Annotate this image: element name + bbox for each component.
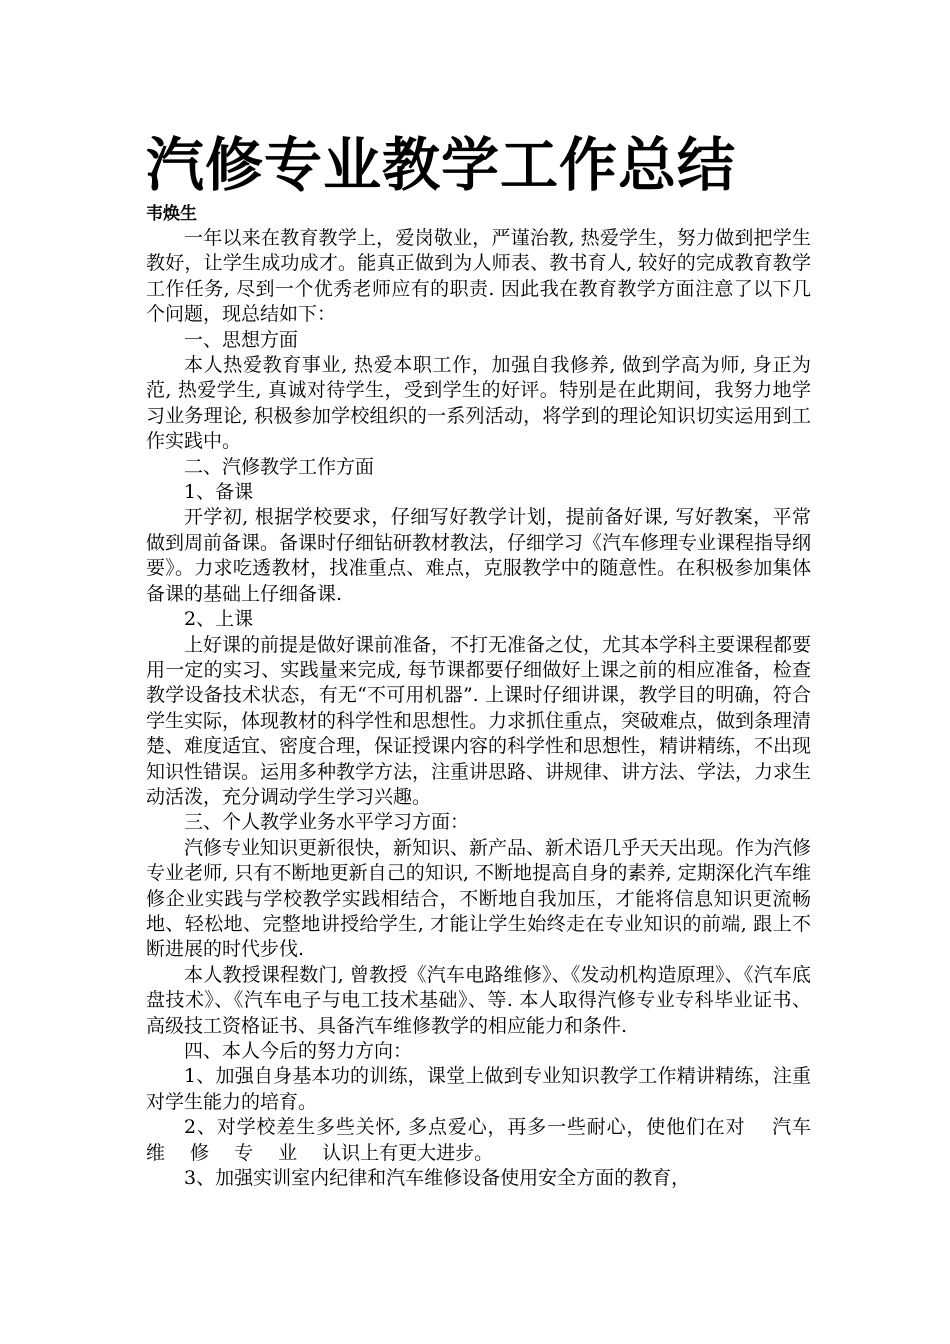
body-paragraph: 本人热爱教育事业, 热爱本职工作，加强自我修养, 做到学高为师, 身正为范, 热爱学生, 真诚对待学生，受到学生的好评。特别是在此期间，我努力地学习业务理论, 积极参加学校组织的一系列活动，将学到的理论知识切实运用到工作实践中。 — [146, 354, 811, 453]
section-heading: 四、本人今后的努力方向： — [184, 1040, 413, 1062]
document-body — [146, 128, 831, 1191]
section-heading: 一、思想方面 — [184, 328, 299, 351]
body-paragraph: 3、加强实训室内纪律和汽车维修设备使用安全方面的教育， — [184, 1167, 691, 1190]
body-paragraph: 本人教授课程数门, 曾教授《汽车电路维修》、《发动机构造原理》、《汽车底盘技术》、《汽车电子与电工技术基础》、等. 本人取得汽修专业专科毕业证书、高级技工资格证书、具备汽车维修教学的相应能力和条件. — [146, 963, 811, 1037]
author-name: 韦焕生 — [146, 204, 197, 224]
document-text — [146, 226, 831, 1191]
body-paragraph: 2、对学校差生多些关怀, 多点爱心，再多一些耐心，使他们在对 汽车 维 修 专 业 认识上有更大进步。 — [146, 1116, 831, 1164]
body-paragraph: 开学初, 根据学校要求，仔细写好教学计划，提前备好课, 写好教案，平常做到周前备课。备课时仔细钻研教材教法，仔细学习《汽车修理专业课程指导纲要》。力求吃透教材，找准重点、难点，克服教学中的随意性。在积极参加集体备课的基础上仔细备课. — [146, 506, 812, 605]
section-heading: 1、备课 — [184, 481, 254, 504]
section-heading: 三、个人教学业务水平学习方面： — [184, 811, 470, 834]
body-paragraph: 一年以来在教育教学上，爱岗敬业，严谨治教, 热爱学生，努力做到把学生教好，让学生成功成才。能真正做到为人师表、教书育人, 较好的完成教育教学工作任务, 尽到一个优秀老师应有的职责. 因此我在教育教学方面注意了以下几个问题，现总结如下： — [146, 227, 811, 326]
body-paragraph: 上好课的前提是做好课前准备，不打无准备之仗，尤其本学科主要课程都要用一定的实习、实践量来完成, 每节课都要仔细做好上课之前的相应准备，检查教学设备技术状态，有无“不可用机器”. 上课时仔细讲课，教学目的明确，符合学生实际，体现教材的科学性和思想性。力求抓住重点，突破难点，做到条理清楚、难度适宜、密度合理，保证授课内容的科学性和思想性，精讲精练，不出现知识性错误。运用多种教学方法，注重讲思路、讲规律、讲方法、学法，力求生动活泼，充分调动学生学习兴趣。 — [146, 633, 812, 808]
section-heading: 2、上课 — [184, 608, 254, 631]
section-heading: 二、汽修教学工作方面 — [184, 455, 375, 478]
document-title: 汽修专业教学工作总结 — [146, 131, 737, 199]
body-paragraph: 1、加强自身基本功的训练，课堂上做到专业知识教学工作精讲精练，注重对学生能力的培育。 — [146, 1065, 811, 1113]
body-paragraph: 汽修专业知识更新很快，新知识、新产品、新术语几乎天天出现。作为汽修专业老师, 只有不断地更新自己的知识, 不断地提高自身的素养, 定期深化汽车维修企业实践与学校教学实践相结合，不断地自我加压，才能将信息知识更流畅地、轻松地、完整地讲授给学生, 才能让学生始终走在专业知识的前端, 跟上不断进展的时代步伐. — [146, 836, 812, 961]
